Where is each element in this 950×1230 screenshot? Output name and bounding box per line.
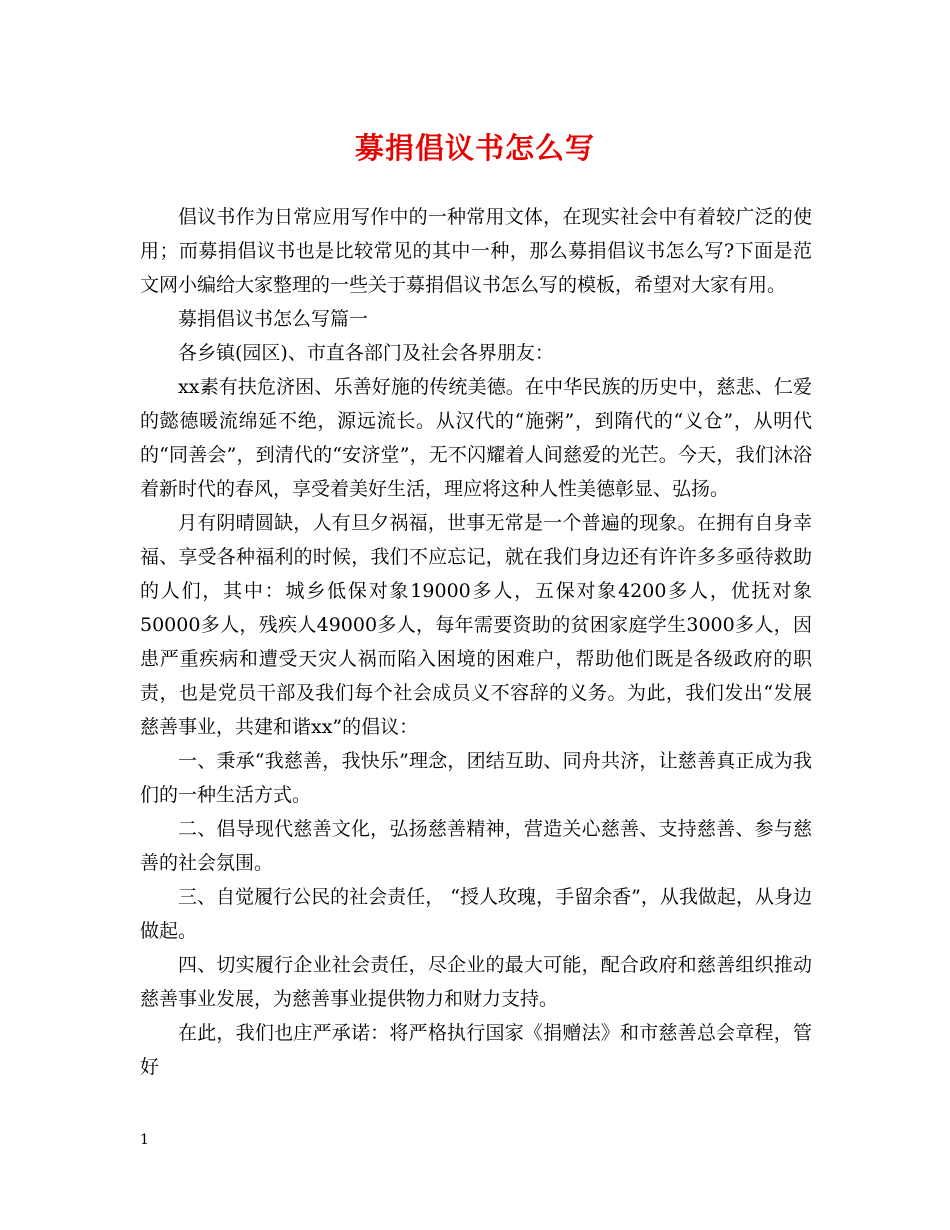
paragraph-tradition: xx素有扶危济困、乐善好施的传统美德。在中华民族的历史中，慈悲、仁爱的懿德暖流绵延不绝，源远流长。从汉代的“施粥”，到隋代的“义仓”，从明代的“同善会”，到清代的“安济堂”，无不闪耀着人间慈爱的光芒。今天，我们沐浴着新时代的春风，享受着美好生活，理应将这种人性美德彰显、弘扬。	[140, 376, 812, 500]
paragraph-need: 月有阴晴圆缺，人有旦夕祸福，世事无常是一个普遍的现象。在拥有自身幸福、享受各种福利的时候，我们不应忘记，就在我们身边还有许许多多亟待救助的人们，其中：城乡低保对象19000多人，五保对象4200多人，优抚对象50000多人，残疾人49000多人，每年需要资助的贫困家庭学生3000多人，因患严重疾病和遭受天灾人祸而陷入困境的困难户，帮助他们既是各级政府的职责，也是党员干部及我们每个社会成员义不容辞的义务。为此，我们发出“发展慈善事业，共建和谐xx”的倡议：	[140, 512, 812, 738]
paragraph-salutation: 各乡镇(园区)、市直各部门及社会各界朋友：	[178, 342, 554, 364]
paragraph-proposal-1: 一、秉承“我慈善，我快乐”理念，团结互助、同舟共济，让慈善真正成为我们的一种生活方式。	[140, 750, 812, 806]
paragraph-section-heading: 募捐倡议书怎么写篇一	[178, 308, 369, 330]
paragraph-proposal-2: 二、倡导现代慈善文化，弘扬慈善精神，营造关心慈善、支持慈善、参与慈善的社会氛围。	[140, 818, 812, 874]
page-number: 1	[140, 1132, 149, 1148]
paragraph-intro: 倡议书作为日常应用写作中的一种常用文体，在现实社会中有着较广泛的使用；而募捐倡议书也是比较常见的其中一种，那么募捐倡议书怎么写?下面是范文网小编给大家整理的一些关于募捐倡议书怎么写的模板，希望对大家有用。	[140, 206, 812, 296]
paragraph-proposal-4: 四、切实履行企业社会责任，尽企业的最大可能，配合政府和慈善组织推动慈善事业发展，为慈善事业提供物力和财力支持。	[140, 954, 812, 1010]
paragraph-commitment: 在此，我们也庄严承诺：将严格执行国家《捐赠法》和市慈善总会章程，管好	[140, 1022, 812, 1078]
document-title: 募捐倡议书怎么写	[354, 131, 595, 165]
paragraph-proposal-3: 三、自觉履行公民的社会责任， “授人玫瑰，手留余香”，从我做起，从身边做起。	[140, 886, 812, 942]
document-body	[140, 200, 812, 1084]
